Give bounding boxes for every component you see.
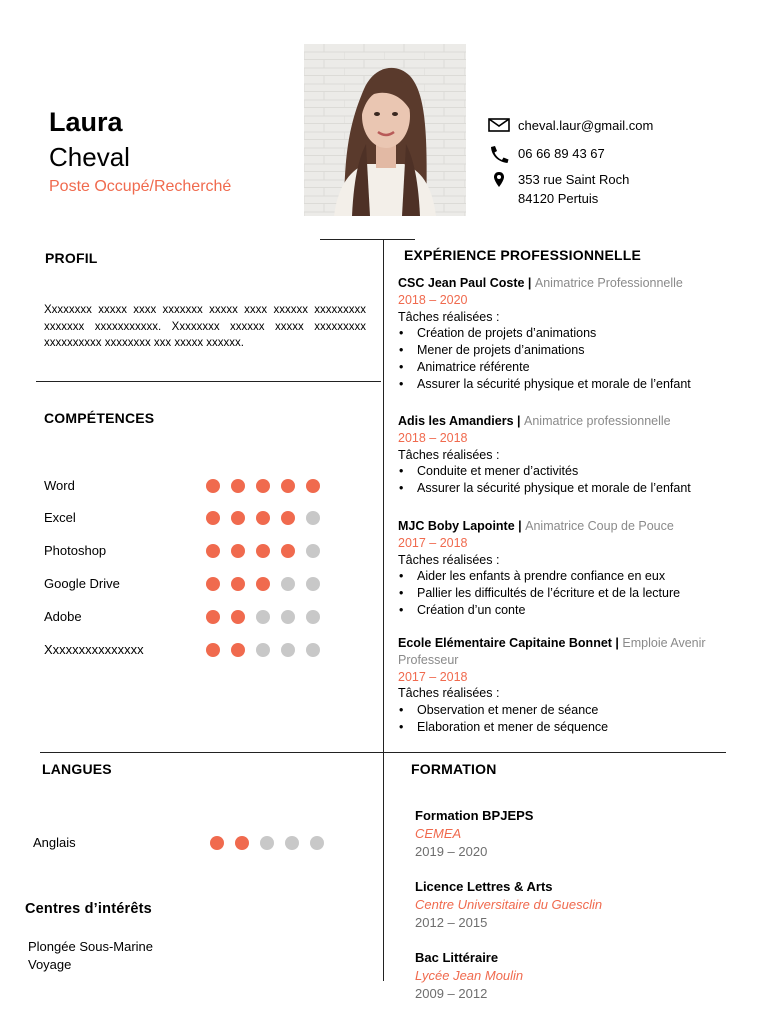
rating-dot-filled (231, 577, 245, 591)
skills-row (44, 509, 334, 529)
experience-tasks-label: Tâches réalisées : (398, 552, 500, 567)
experience-header (398, 275, 728, 292)
divider-bottom (40, 752, 726, 753)
experience-task: • Création d’un conte (398, 602, 728, 619)
experience-company: CSC Jean Paul Coste (398, 276, 528, 290)
education-degree: Bac Littéraire (415, 950, 499, 965)
rating-dot-empty (260, 836, 274, 850)
job-title: Poste Occupé/Recherché (49, 178, 232, 195)
rating-dot-empty (306, 511, 320, 525)
rating-dot-filled (231, 610, 245, 624)
profile-text: Xxxxxxxx xxxxx xxxx xxxxxxx xxxxx xxxx xxxxxx xxxxxxxxx xxxxxxx xxxxxxxxxxx. Xxxxxxxx xxxxxx xxxxx xxxxxxxxx xxxxxxxxxx xxxxxxxx xxx xxxxx xxxxxx. (44, 304, 366, 349)
rating-dot-empty (281, 643, 295, 657)
education-degree: Licence Lettres & Arts (415, 879, 553, 894)
experience-separator: | (527, 276, 535, 290)
rating-dot-filled (281, 479, 295, 493)
experience-company: Adis les Amandiers (398, 414, 514, 428)
education-degree: Formation BPJEPS (415, 808, 534, 823)
experience-task: • Observation et mener de séance (398, 702, 728, 719)
education-school: CEMEA (415, 826, 462, 841)
skills-name: Photoshop (44, 543, 107, 558)
experience-title: EXPÉRIENCE PROFESSIONNELLE (404, 247, 642, 263)
map-pin-icon (488, 171, 510, 189)
languages-row (33, 834, 323, 854)
skills-row (44, 608, 334, 628)
experience-dates: 2018 – 2018 (398, 430, 468, 445)
skills-name: Google Drive (44, 576, 120, 591)
rating-dot-empty (306, 544, 320, 558)
interest-item: Plongée Sous-Marine (28, 939, 154, 954)
rating-dot-filled (281, 511, 295, 525)
divider-vertical (383, 239, 384, 981)
experience-separator: | (514, 519, 526, 533)
experience-task: • Création de projets d’animations (398, 325, 728, 342)
experience-tasks (398, 325, 728, 392)
experience-header (398, 518, 728, 535)
envelope-icon (488, 117, 510, 135)
experience-item (398, 413, 728, 497)
skills-row (44, 575, 334, 595)
experience-role: Animatrice Coup de Pouce (525, 519, 674, 533)
experience-task: • Elaboration et mener de séquence (398, 719, 728, 736)
divider-profile (36, 381, 381, 382)
experience-item (398, 518, 728, 619)
skills-name: Word (44, 478, 75, 493)
experience-tasks-label: Tâches réalisées : (398, 447, 500, 462)
education-item (415, 949, 715, 1003)
experience-role: Animatrice Professionnelle (534, 276, 683, 290)
skills-name: Adobe (44, 609, 82, 624)
experience-tasks (398, 568, 728, 618)
experience-task: • Aider les enfants à prendre confiance en eux (398, 568, 728, 585)
interests-title: Centres d’intérêts (25, 901, 152, 917)
rating-dot-filled (281, 544, 295, 558)
experience-item (398, 275, 728, 393)
experience-role: Animatrice professionnelle (524, 414, 671, 428)
rating-dot-filled (256, 577, 270, 591)
profile-title: PROFIL (45, 250, 98, 266)
experience-task: • Assurer la sécurité physique et morale de l’enfant (398, 376, 728, 393)
rating-dot-empty (281, 610, 295, 624)
rating-dot-filled (206, 577, 220, 591)
rating-dot-empty (306, 643, 320, 657)
rating-dot-empty (256, 643, 270, 657)
languages-name: Anglais (33, 835, 76, 850)
experience-task: • Animatrice référente (398, 359, 728, 376)
rating-dot-filled (306, 479, 320, 493)
experience-header (398, 635, 728, 669)
rating-dot-filled (210, 836, 224, 850)
rating-dot-filled (206, 511, 220, 525)
profile-photo (304, 44, 466, 216)
rating-dot-filled (231, 544, 245, 558)
experience-tasks (398, 702, 728, 736)
rating-dot-filled (231, 511, 245, 525)
first-name: Laura (49, 107, 123, 137)
experience-tasks (398, 463, 728, 497)
skills-name: Excel (44, 510, 76, 525)
experience-task: • Assurer la sécurité physique et morale de l’enfant (398, 480, 728, 497)
rating-dot-filled (256, 544, 270, 558)
email-text: cheval.laur@gmail.com (518, 118, 654, 133)
skills-row (44, 641, 334, 661)
education-years: 2009 – 2012 (415, 986, 488, 1001)
rating-dot-filled (235, 836, 249, 850)
phone-icon (488, 145, 510, 163)
skills-row (44, 477, 334, 497)
education-years: 2019 – 2020 (415, 844, 488, 859)
experience-role: Emploie Avenir Professeur (398, 636, 706, 667)
experience-company: MJC Boby Lapointe (398, 519, 515, 533)
rating-dot-filled (206, 479, 220, 493)
rating-dot-empty (285, 836, 299, 850)
education-school: Lycée Jean Moulin (415, 968, 524, 983)
interest-item: Voyage (28, 957, 72, 972)
education-item (415, 878, 715, 932)
education-item (415, 807, 715, 861)
experience-task: • Pallier les difficultés de l’écriture et de la lecture (398, 585, 728, 602)
education-title: FORMATION (411, 761, 497, 777)
skills-name: Xxxxxxxxxxxxxxx (44, 642, 144, 657)
experience-company: Ecole Elémentaire Capitaine Bonnet (398, 636, 612, 650)
rating-dot-filled (256, 479, 270, 493)
divider-top (320, 239, 415, 240)
experience-tasks-label: Tâches réalisées : (398, 309, 500, 324)
rating-dot-empty (310, 836, 324, 850)
languages-title: LANGUES (42, 761, 112, 777)
rating-dot-empty (306, 577, 320, 591)
rating-dot-filled (206, 544, 220, 558)
rating-dot-filled (206, 610, 220, 624)
experience-item (398, 635, 728, 736)
skills-row (44, 542, 334, 562)
experience-separator: | (611, 636, 623, 650)
rating-dot-filled (231, 643, 245, 657)
rating-dot-filled (206, 643, 220, 657)
experience-tasks-label: Tâches réalisées : (398, 686, 500, 701)
experience-dates: 2017 – 2018 (398, 669, 468, 684)
experience-dates: 2017 – 2018 (398, 535, 468, 550)
experience-header (398, 413, 728, 430)
address-line2: 84120 Pertuis (518, 191, 599, 206)
education-years: 2012 – 2015 (415, 915, 488, 930)
skills-title: COMPÉTENCES (44, 410, 155, 426)
rating-dot-empty (281, 577, 295, 591)
experience-separator: | (513, 414, 525, 428)
address-line1: 353 rue Saint Roch (518, 172, 630, 187)
experience-task: • Mener de projets d’animations (398, 342, 728, 359)
rating-dot-filled (256, 511, 270, 525)
experience-dates: 2018 – 2020 (398, 292, 468, 307)
rating-dot-empty (306, 610, 320, 624)
education-school: Centre Universitaire du Guesclin (415, 897, 603, 912)
rating-dot-filled (231, 479, 245, 493)
phone-text: 06 66 89 43 67 (518, 146, 605, 161)
experience-task: • Conduite et mener d’activités (398, 463, 728, 480)
rating-dot-empty (256, 610, 270, 624)
last-name: Cheval (49, 142, 130, 172)
